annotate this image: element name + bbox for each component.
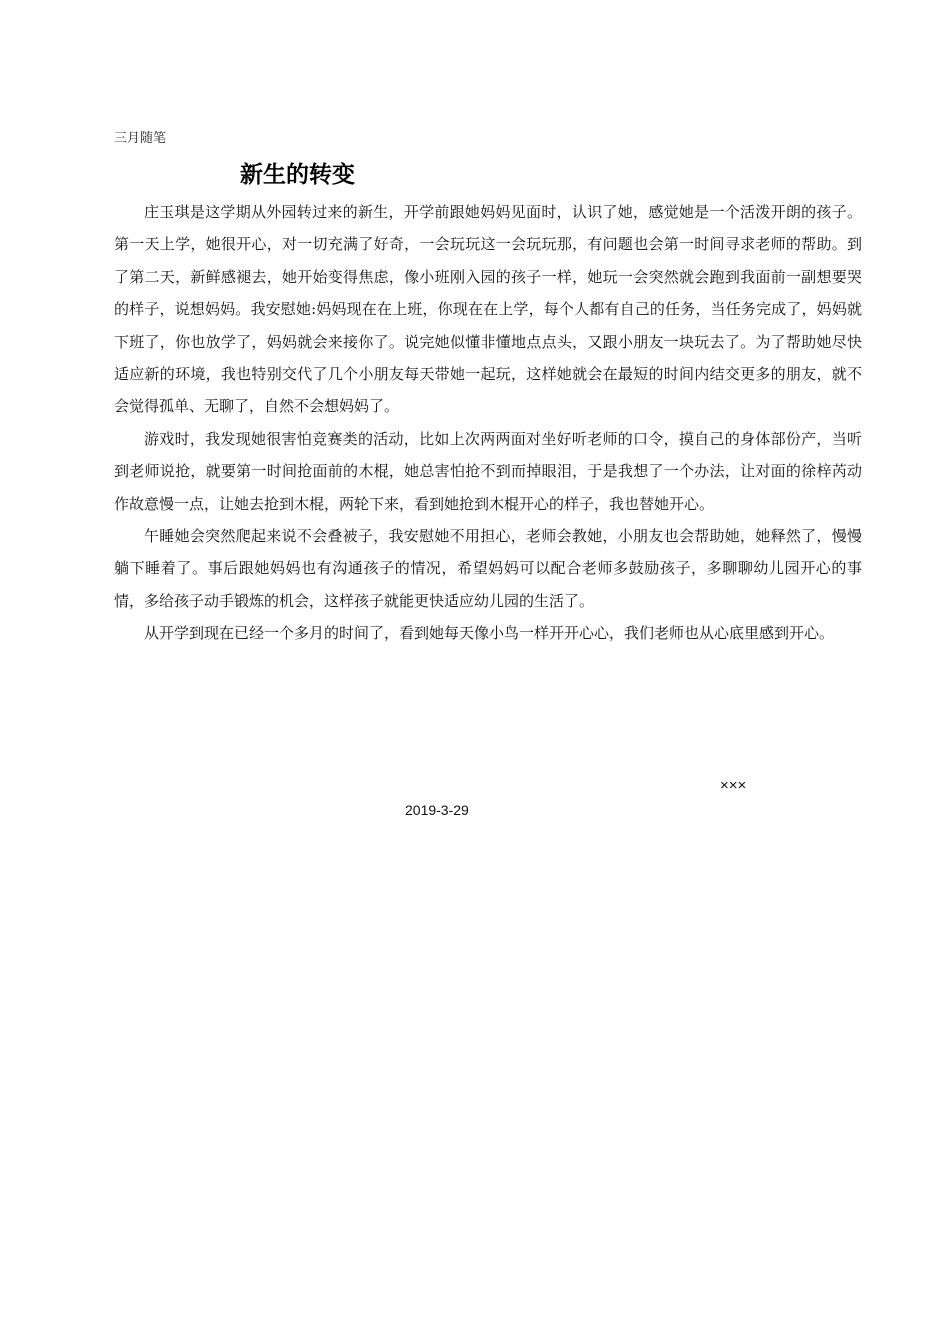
paragraph: 午睡她会突然爬起来说不会叠被子，我安慰她不用担心，老师会教她，小朋友也会帮助她，她释然了，慢慢躺下睡着了。事后跟她妈妈也有沟通孩子的情况，希望妈妈可以配合老师多鼓励孩子，多聊聊幼儿园开心的事情，多给孩子动手锻炼的机会，这样孩子就能更快适应幼儿园的生活了。 bbox=[114, 527, 862, 610]
document-date: 2019-3-29 bbox=[405, 802, 469, 818]
paragraph: 庄玉琪是这学期从外园转过来的新生，开学前跟她妈妈见面时，认识了她，感觉她是一个活泼开朗的孩子。第一天上学，她很开心，对一切充满了好奇，一会玩玩这一会玩玩那，有问题也会第一时间寻求老师的帮助。到了第二天，新鲜感褪去，她开始变得焦虑，像小班刚入园的孩子一样，她玩一会突然就会跑到我面前一副想要哭的样子，说想妈妈。我安慰她:妈妈现在在上班，你现在在上学，每个人都有自己的任务，当任务完成了，妈妈就下班了，你也放学了，妈妈就会来接你了。说完她似懂非懂地点点头，又跟小朋友一块玩去了。为了帮助她尽快适应新的环境，我也特别交代了几个小朋友每天带她一起玩，这样她就会在最短的时间内结交更多的朋友，就不会觉得孤单、无聊了，自然不会想妈妈了。 bbox=[114, 203, 862, 416]
paragraph: 游戏时，我发现她很害怕竞赛类的活动，比如上次两两面对坐好听老师的口令，摸自己的身体部份产，当听到老师说抢，就要第一时间抢面前的木棍，她总害怕抢不到而掉眼泪，于是我想了一个办法，让对面的徐梓芮动作故意慢一点，让她去抢到木棍，两轮下来，看到她抢到木棍开心的样子，我也替她开心。 bbox=[114, 429, 862, 513]
paragraph: 从开学到现在已经一个多月的时间了，看到她每天像小鸟一样开开心心，我们老师也从心底里感到开心。 bbox=[144, 624, 835, 643]
document-title: 新生的转变 bbox=[240, 162, 355, 188]
header-label: 三月随笔 bbox=[114, 131, 167, 146]
document-body bbox=[114, 196, 862, 650]
author-signature: ××× bbox=[720, 777, 747, 794]
